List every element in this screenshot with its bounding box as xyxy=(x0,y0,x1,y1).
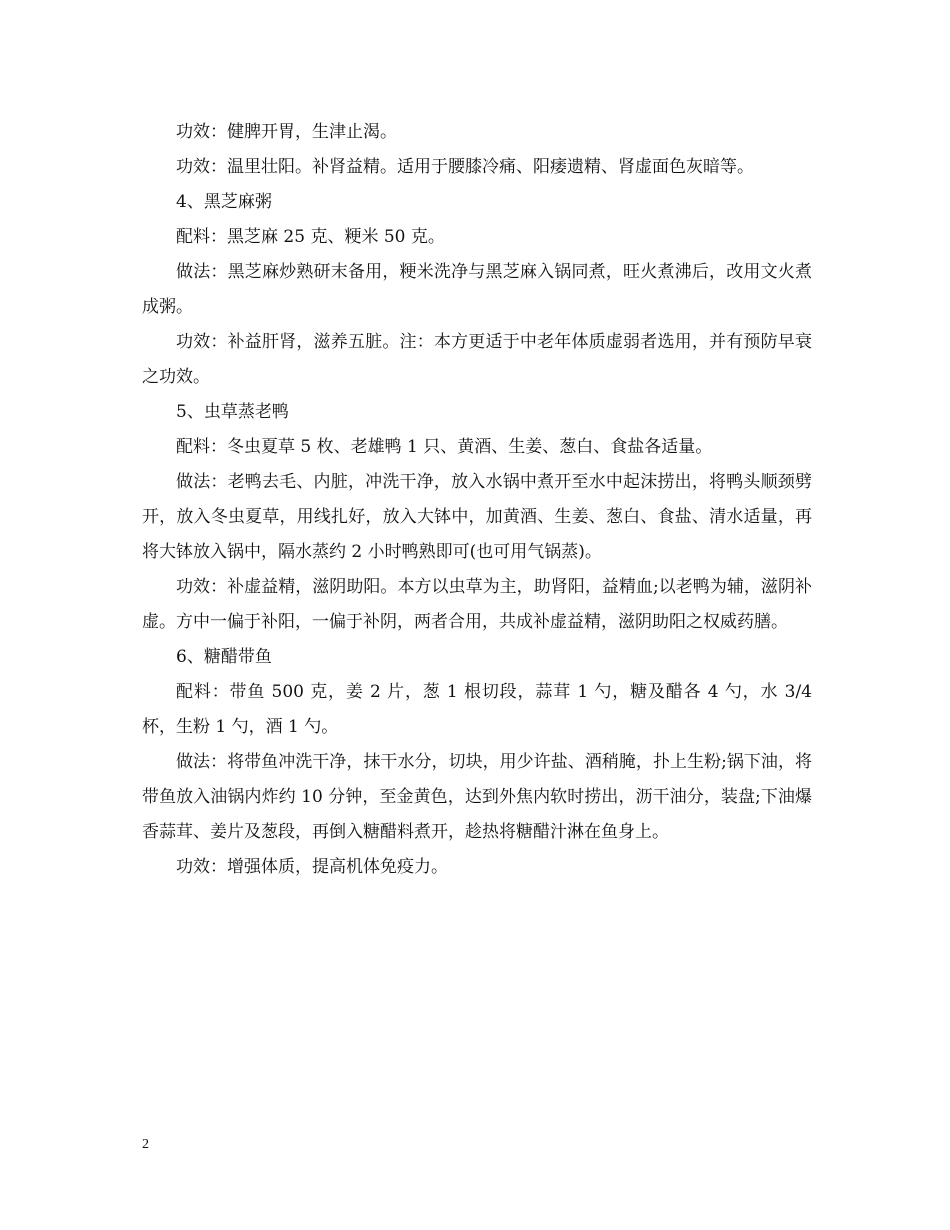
paragraph: 功效：增强体质，提高机体免疫力。 xyxy=(176,857,448,877)
paragraph: 做法：将带鱼冲洗干净，抹干水分，切块，用少许盐、酒稍腌，扑上生粉;锅下油，将带鱼放入油锅内炸约 10 分钟，至金黄色，达到外焦内软时捞出，沥干油分，装盘;下油爆香蒜茸、姜片及葱段，再倒入糖醋料煮开，趁热将糖醋汁淋在鱼身上。 xyxy=(142,752,812,842)
paragraph: 功效：健脾开胃，生津止渴。 xyxy=(176,122,397,142)
page-number: 2 xyxy=(142,1137,149,1152)
section-heading: 6、糖醋带鱼 xyxy=(176,647,272,667)
paragraph: 配料：黑芝麻 25 克、粳米 50 克。 xyxy=(176,227,445,247)
paragraph: 做法：黑芝麻炒熟研末备用，粳米洗净与黑芝麻入锅同煮，旺火煮沸后，改用文火煮成粥。 xyxy=(142,262,812,317)
document-body xyxy=(142,115,812,885)
paragraph: 功效：补益肝肾，滋养五脏。注：本方更适于中老年体质虚弱者选用，并有预防早衰之功效。 xyxy=(142,332,812,387)
paragraph: 做法：老鸭去毛、内脏，冲洗干净，放入水锅中煮开至水中起沫捞出，将鸭头顺颈劈开，放入冬虫夏草，用线扎好，放入大钵中，加黄酒、生姜、葱白、食盐、清水适量，再将大钵放入锅中，隔水蒸约 2 小时鸭熟即可(也可用气锅蒸)。 xyxy=(142,472,812,562)
paragraph: 功效：补虚益精，滋阴助阳。本方以虫草为主，助肾阳，益精血;以老鸭为辅，滋阴补虚。方中一偏于补阳，一偏于补阴，两者合用，共成补虚益精，滋阴助阳之权威药膳。 xyxy=(142,577,812,632)
section-heading: 5、虫草蒸老鸭 xyxy=(176,402,289,422)
paragraph: 配料：带鱼 500 克，姜 2 片，葱 1 根切段，蒜茸 1 勺，糖及醋各 4 勺，水 3/4 杯，生粉 1 勺，酒 1 勺。 xyxy=(142,682,812,737)
paragraph: 功效：温里壮阳。补肾益精。适用于腰膝冷痛、阳痿遗精、肾虚面色灰暗等。 xyxy=(176,157,754,177)
section-heading: 4、黑芝麻粥 xyxy=(176,192,272,212)
paragraph: 配料：冬虫夏草 5 枚、老雄鸭 1 只、黄酒、生姜、葱白、食盐各适量。 xyxy=(176,437,713,457)
